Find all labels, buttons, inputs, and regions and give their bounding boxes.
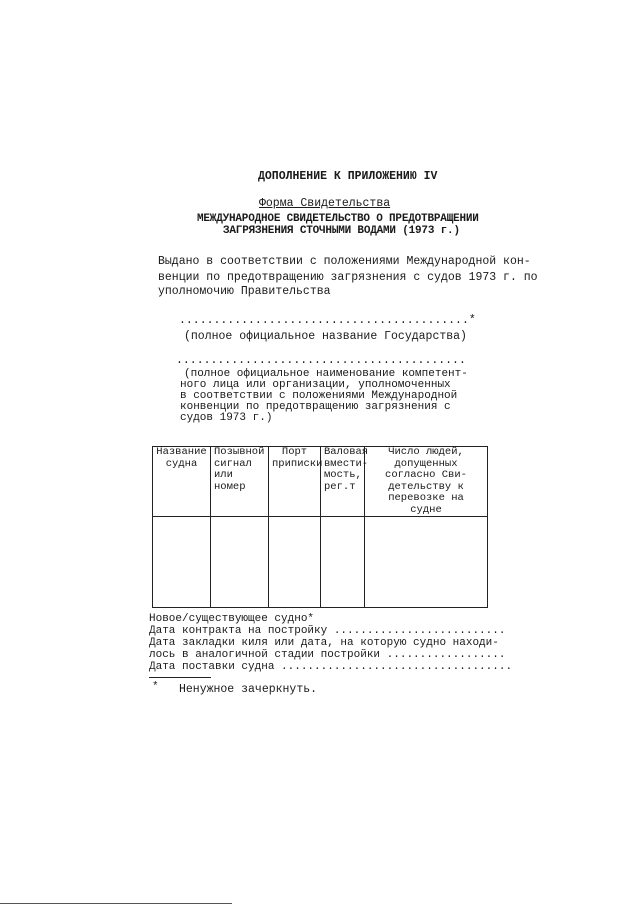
column-header-ship-name: Название судна	[153, 447, 211, 517]
new-existing-ship-line: Новое/существующее судно*	[149, 613, 315, 625]
certificate-name-line-2: ЗАГРЯЗНЕНИЯ СТОЧНЫМИ ВОДАМИ (1973 г.)	[223, 225, 460, 237]
column-header-persons-allowed: Число людей, допущенных согласно Сви- детельству к перевозке на судне	[365, 447, 488, 517]
appendix-title: ДОПОЛНЕНИЕ К ПРИЛОЖЕНИЮ IV	[258, 170, 438, 183]
intro-line-1: Выдано в соответствии с положениями Международной кон-	[158, 255, 531, 268]
footnote-text: Ненужное зачеркнуть.	[179, 683, 318, 696]
column-header-call-sign: Позывной сигнал или номер	[211, 447, 269, 517]
cell-persons-allowed	[365, 517, 488, 608]
intro-line-3: уполномочию Правительства	[158, 285, 331, 298]
authority-caption-line-4: конвенции по предотвращению загрязнения с	[180, 401, 451, 413]
authority-caption-line-3: в соответствии с положениями Международной	[180, 390, 458, 402]
authority-caption-line-5: судов 1973 г.)	[180, 412, 273, 424]
table-row	[153, 517, 488, 608]
authority-caption-line-1: (полное официальное наименование компетент-	[184, 368, 468, 380]
authority-dotted-line: ..........................................	[176, 354, 466, 367]
form-label: Форма Свидетельства	[259, 197, 391, 210]
ship-particulars-table	[152, 446, 488, 608]
contract-date-line: Дата контракта на постройку ..........................	[149, 625, 506, 637]
page-bottom-rule	[0, 903, 232, 904]
delivery-date-line: Дата поставки судна ...................................	[149, 661, 513, 673]
cell-port-of-registry	[269, 517, 321, 608]
state-name-dotted-line: ..........................................*	[179, 314, 476, 327]
cell-ship-name	[153, 517, 211, 608]
intro-line-2: венции по предотвращению загрязнения с судов 1973 г. по	[158, 271, 538, 284]
footnote-mark: *	[152, 681, 159, 693]
column-header-port-of-registry: Порт приписки	[269, 447, 321, 517]
cell-call-sign	[211, 517, 269, 608]
column-header-gross-tonnage: Валовая вмести- мость, рег.т	[321, 447, 365, 517]
keel-laid-date-line-1: Дата закладки киля или дата, на которую судно находи-	[149, 637, 499, 649]
authority-caption-line-2: ного лица или организации, уполномоченных	[180, 379, 451, 391]
certificate-name-line-1: МЕЖДУНАРОДНОЕ СВИДЕТЕЛЬСТВО О ПРЕДОТВРАЩЕНИИ	[197, 213, 479, 225]
state-name-caption: (полное официальное название Государства)	[184, 330, 467, 343]
cell-gross-tonnage	[321, 517, 365, 608]
footnote-separator	[149, 677, 211, 678]
keel-laid-date-line-2: лось в аналогичной стадии постройки ..................	[149, 649, 506, 661]
table-header-row	[153, 447, 488, 517]
